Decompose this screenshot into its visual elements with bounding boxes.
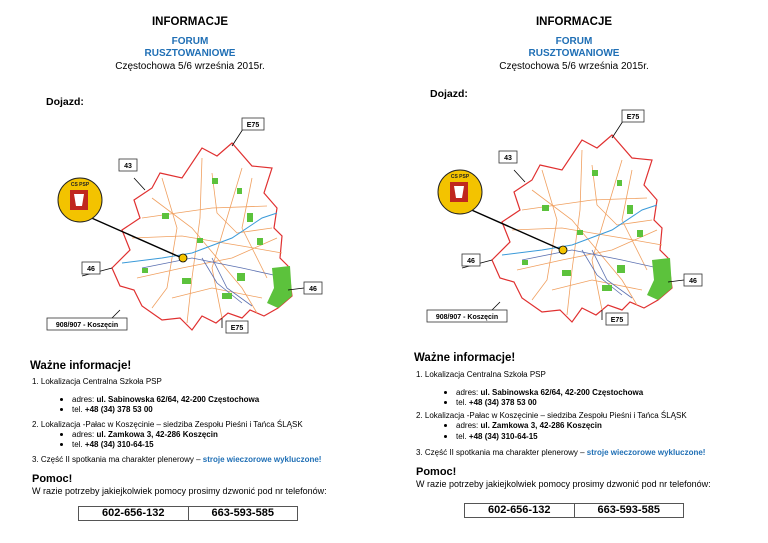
bullet (60, 398, 63, 401)
road-label-e75-top: E75 (246, 122, 260, 129)
info-item2: 2. Lokalizacja -Pałac w Koszęcinie – siedziba Zespołu Pieśni i Tańca ŚLĄSK (416, 411, 687, 420)
bullet (444, 391, 447, 394)
info-item1: 1. Lokalizacja Centralna Szkoła PSP (32, 377, 162, 386)
logo-text: CS PSP (70, 182, 90, 188)
cs-psp-logo (438, 170, 482, 214)
help-text: W razie potrzeby jakiejkolwiek pomocy prosimy dzwonić pod nr telefonów: (416, 479, 711, 489)
bullet (60, 433, 63, 436)
info-item2-phone: tel. +48 (34) 310-64-15 (60, 440, 154, 449)
info-item1-address: adres: ul. Sabinowska 62/64, 42-200 Częstochowa (444, 388, 643, 397)
info-title: Ważne informacje! (30, 360, 132, 372)
road-label-46-right: 46 (309, 286, 317, 293)
forum-line2: RUSZTOWANIOWE (144, 48, 236, 59)
bullet (444, 424, 447, 427)
road-label-46-right: 46 (689, 278, 697, 285)
flyer-right (384, 0, 764, 543)
city-boundary (492, 135, 672, 322)
info-item3: 3. Część II spotkania ma charakter plenerowy – stroje wieczorowe wykluczone! (32, 455, 322, 464)
road-label-e75-bottom: E75 (230, 325, 244, 332)
info-item2-phone: tel. +48 (34) 310-64-15 (444, 432, 538, 441)
info-item2-address: adres: ul. Zamkowa 3, 42-286 Koszęcin (60, 430, 218, 439)
dojazd-label: Dojazd: (430, 88, 468, 100)
phone-table (78, 506, 298, 521)
info-item1-address: adres: ul. Sabinowska 62/64, 42-200 Częstochowa (60, 395, 259, 404)
road-label-46-left: 46 (87, 266, 95, 273)
road-label-908-907: 908/907 - Koszęcin (435, 314, 499, 321)
road-label-46-left: 46 (467, 258, 475, 265)
forum-line1: FORUM (555, 36, 593, 47)
road-label-908-907: 908/907 - Koszęcin (55, 322, 119, 329)
flyer-left (0, 0, 380, 543)
location-marker (179, 254, 187, 262)
road-label-43: 43 (124, 163, 132, 170)
forum-line1: FORUM (171, 36, 209, 47)
city-date: Częstochowa 5/6 września 2015r. (499, 61, 649, 72)
info-item1-phone: tel. +48 (34) 378 53 00 (444, 398, 537, 407)
bullet (444, 401, 447, 404)
city-map (422, 110, 732, 335)
cs-psp-logo (58, 178, 102, 222)
logo-text: CS PSP (450, 174, 470, 180)
phone-number-2[interactable]: 663-593-585 (574, 504, 684, 517)
phone-table (464, 503, 684, 518)
location-marker (559, 246, 567, 254)
help-title: Pomoc! (32, 473, 73, 485)
road-label-e75-bottom: E75 (610, 317, 624, 324)
dojazd-label: Dojazd: (46, 96, 84, 108)
phone-number-1[interactable]: 602-656-132 (102, 507, 165, 519)
city-boundary (112, 143, 292, 330)
city-date: Częstochowa 5/6 września 2015r. (115, 61, 265, 72)
road-label-43: 43 (504, 155, 512, 162)
bullet (444, 435, 447, 438)
help-text: W razie potrzeby jakiejkolwiek pomocy prosimy dzwonić pod nr telefonów: (32, 486, 327, 496)
help-title: Pomoc! (416, 466, 457, 478)
info-title: Ważne informacje! (414, 352, 516, 364)
phone-number-2[interactable]: 663-593-585 (188, 507, 298, 520)
info-item3: 3. Część II spotkania ma charakter plenerowy – stroje wieczorowe wykluczone! (416, 448, 706, 457)
info-item1-phone: tel. +48 (34) 378 53 00 (60, 405, 153, 414)
header-title: INFORMACJE (151, 16, 229, 28)
bullet (60, 408, 63, 411)
info-item2-address: adres: ul. Zamkowa 3, 42-286 Koszęcin (444, 421, 602, 430)
info-item1: 1. Lokalizacja Centralna Szkoła PSP (416, 370, 546, 379)
bullet (60, 443, 63, 446)
header-title: INFORMACJE (535, 16, 613, 28)
phone-number-1[interactable]: 602-656-132 (488, 504, 551, 516)
city-map (42, 118, 352, 343)
road-label-e75-top: E75 (626, 114, 640, 121)
forum-line2: RUSZTOWANIOWE (528, 48, 620, 59)
info-item2: 2. Lokalizacja -Pałac w Koszęcinie – siedziba Zespołu Pieśni i Tańca ŚLĄSK (32, 420, 303, 429)
